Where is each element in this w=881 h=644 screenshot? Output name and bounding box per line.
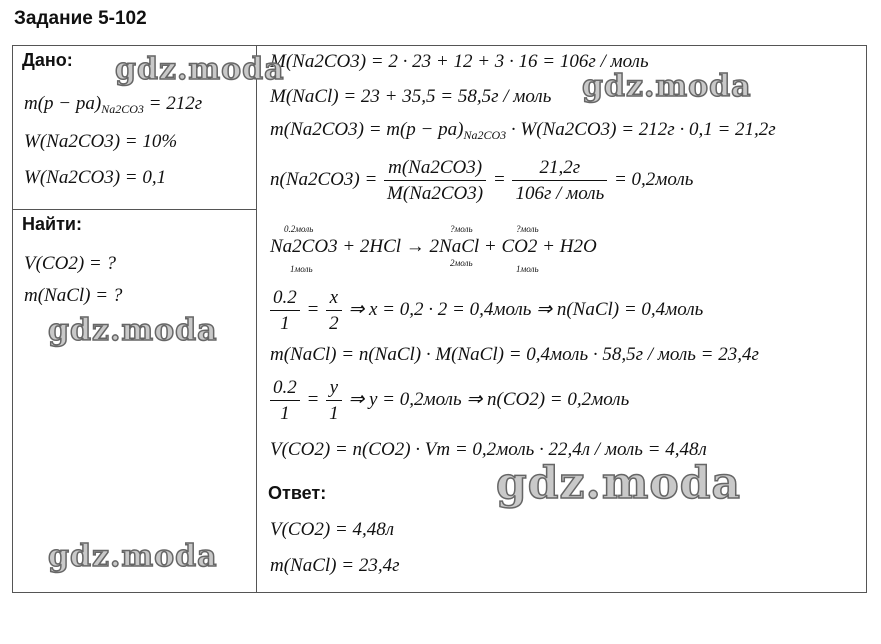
watermark: gdz.moda xyxy=(48,539,218,574)
given-solution-mass: $m(р - ра)_{Na2CO3} = 212г$ xyxy=(24,93,203,116)
annotation-na2co3-moles: 0.2моль xyxy=(284,224,314,234)
proportion-y: $\frac{0.2}{1}$ = $\frac{y}{1}$ ⇒ y = 0,2моль ⇒ n(CO2) = 0,2моль xyxy=(270,378,629,423)
task-title: Задание 5-102 xyxy=(14,8,147,29)
molar-mass-nacl: M(NaCl) = 23 + 35,5 = 58,5г / моль xyxy=(270,86,552,107)
answer-header: Ответ: xyxy=(268,483,327,503)
watermark: gdz.moda xyxy=(582,69,752,104)
given-mass-fraction: W(Na2CO3) = 0,1 xyxy=(24,167,167,188)
annotation-nacl-coef: 2моль xyxy=(450,258,473,268)
watermark: gdz.moda xyxy=(48,313,218,348)
reaction-equation: Na2CO3 + 2HCl → 2NaCl + CO2 + H2O xyxy=(270,236,597,257)
annotation-co2-moles: ?моль xyxy=(516,224,539,234)
volume-co2-calc: V(CO2) = n(CO2) · Vm = 0,2моль · 22,4л / моль = 4,48л xyxy=(270,439,707,460)
watermark: gdz.moda xyxy=(496,458,742,509)
find-volume: V(CO2) = ? xyxy=(24,253,116,274)
mass-na2co3: $m(Na2CO3) = m(р - ра)_{Na2CO3} \cdot W(Na2CO3) = 212г \cdot 0,1 = 21,2г$ xyxy=(270,119,776,142)
annotation-co2-coef: 1моль xyxy=(516,264,539,274)
mass-nacl-calc: m(NaCl) = n(NaCl) · M(NaCl) = 0,4моль · 58,5г / моль = 23,4г xyxy=(270,344,759,365)
annotation-na2co3-coef: 1моль xyxy=(290,264,313,274)
watermark: gdz.moda xyxy=(115,52,285,87)
moles-na2co3: n(Na2CO3) = $\frac{m(Na2CO3)}{M(Na2CO3)}$ = 21,2г 106г / моль = 0,2моль xyxy=(270,157,694,204)
column-divider xyxy=(256,45,257,593)
molar-mass-na2co3: M(Na2CO3) = 2 · 23 + 12 + 3 · 16 = 106г / моль xyxy=(270,51,649,72)
proportion-x: $\frac{0.2}{1}$ = $\frac{x}{2}$ ⇒ x = 0,2 · 2 = 0,4моль ⇒ n(NaCl) = 0,4моль xyxy=(270,288,703,333)
find-mass: m(NaCl) = ? xyxy=(24,285,123,306)
find-header: Найти: xyxy=(22,214,82,234)
row-divider xyxy=(12,209,257,210)
given-mass-fraction-percent: W(Na2CO3) = 10% xyxy=(24,131,178,152)
annotation-nacl-moles: ?моль xyxy=(450,224,473,234)
given-header: Дано: xyxy=(22,50,73,70)
answer-volume: V(CO2) = 4,48л xyxy=(270,519,395,540)
answer-mass: m(NaCl) = 23,4г xyxy=(270,555,400,576)
